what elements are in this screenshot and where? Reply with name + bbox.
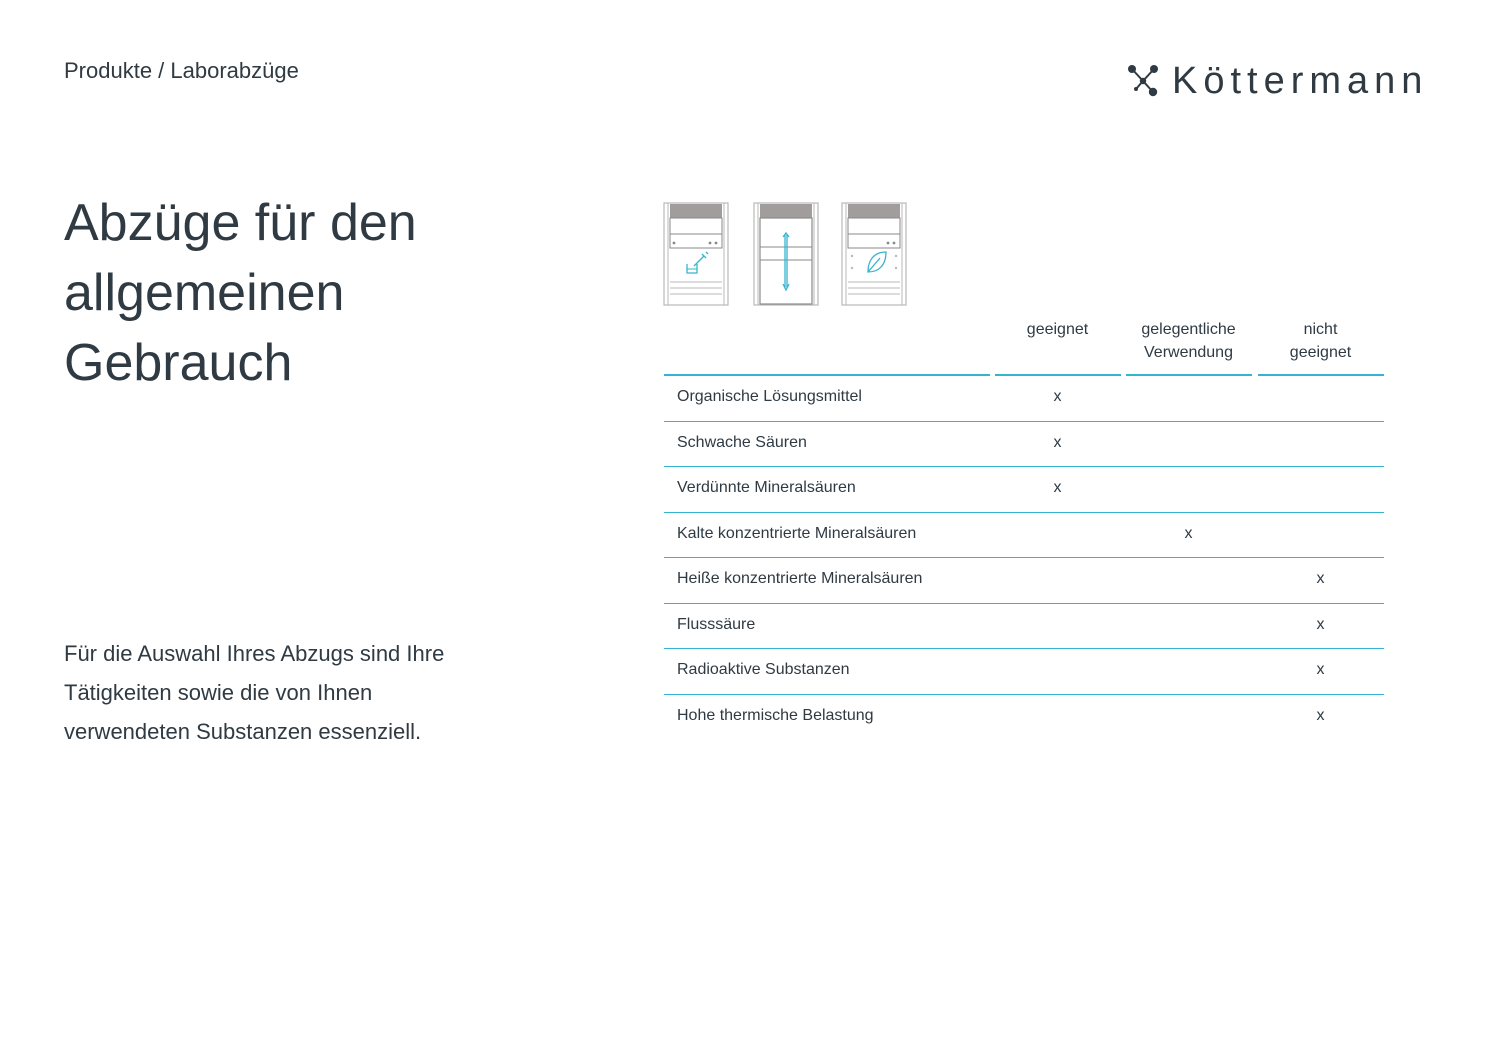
row-label: Verdünnte Mineralsäuren — [677, 479, 856, 496]
table-row — [664, 422, 1384, 468]
substance-suitability-table — [664, 318, 1384, 739]
brand-logo[interactable] — [1124, 60, 1444, 102]
row-label: Organische Lösungsmittel — [677, 388, 862, 405]
breadcrumb[interactable]: Produkte / Laborabzüge — [64, 58, 299, 83]
table-row — [664, 695, 1384, 740]
table-row — [664, 604, 1384, 650]
intro-text: Für die Auswahl Ihres Abzugs sind Ihre Tätigkeiten sowie die von Ihnen verwendeten Substanzen essenziell. — [64, 641, 445, 744]
table-row — [664, 467, 1384, 513]
fume-hood-eco-leaf-icon — [840, 200, 910, 308]
table-body — [664, 376, 1384, 739]
table-row — [664, 513, 1384, 559]
fume-hood-height-adjust-icon — [752, 200, 822, 308]
row-label: Hohe thermische Belastung — [677, 706, 874, 724]
fume-hood-chemical-icon — [662, 200, 732, 308]
table-row — [664, 649, 1384, 695]
row-label: Kalte konzentrierte Mineralsäuren — [677, 524, 917, 542]
table-header — [664, 318, 1384, 374]
row-mark: x — [1053, 433, 1062, 451]
row-mark: x — [1053, 388, 1062, 405]
row-mark: x — [1316, 661, 1325, 678]
column-header-occasional-use: gelegentliche Verwendung — [1141, 321, 1236, 361]
row-mark: x — [1316, 615, 1325, 633]
table-row — [664, 558, 1384, 604]
row-label: Radioaktive Substanzen — [677, 661, 850, 678]
table-row — [664, 376, 1384, 422]
row-mark: x — [1053, 479, 1062, 496]
brand-name: Köttermann — [1172, 60, 1429, 102]
column-header-suitable: geeignet — [1026, 321, 1089, 338]
column-header-not-suitable: nicht geeignet — [1289, 321, 1352, 361]
row-mark: x — [1316, 570, 1325, 587]
row-mark: x — [1184, 524, 1193, 542]
row-label: Schwache Säuren — [677, 433, 807, 451]
row-label: Flusssäure — [677, 615, 756, 633]
molecule-dots-icon — [1124, 61, 1164, 101]
page-title: Abzüge für den allgemeinen Gebrauch — [64, 194, 417, 392]
row-label: Heiße konzentrierte Mineralsäuren — [677, 570, 923, 587]
row-mark: x — [1316, 706, 1325, 724]
